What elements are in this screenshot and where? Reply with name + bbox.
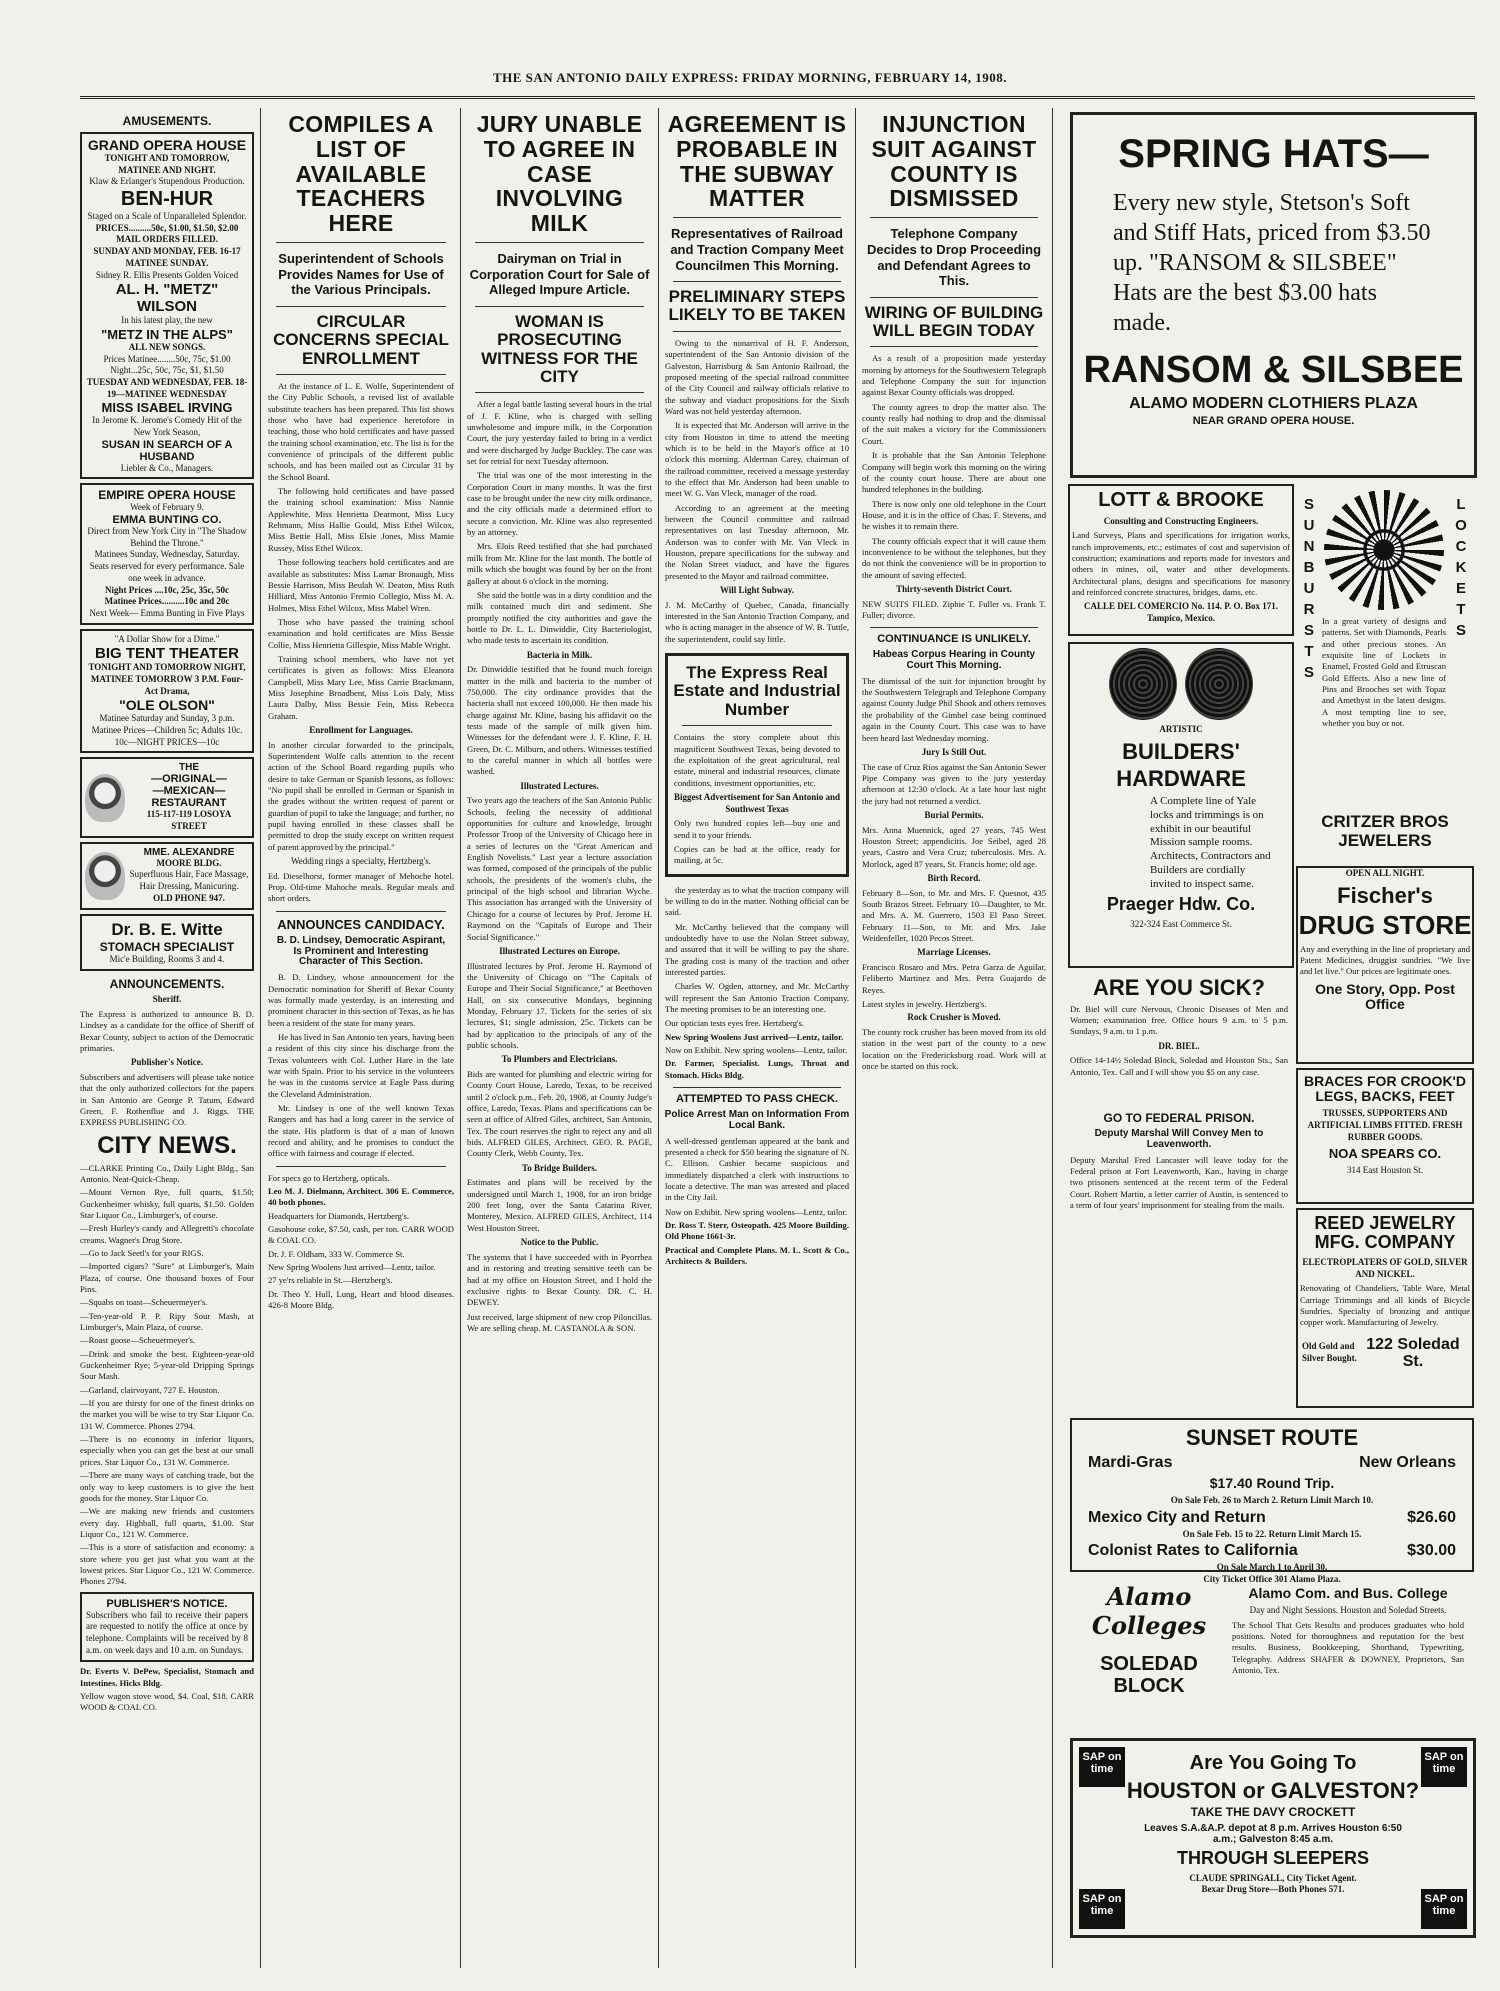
tent-matinee: Matinee Saturday and Sunday, 3 p.m. Matinee Prices—Children 5c; Adults 10c. 10c—NIGHT PRICES—10c xyxy=(91,713,243,747)
witte-name: Dr. B. E. Witte xyxy=(111,919,223,939)
publisher-text: Subscribers and advertisers will please take notice that the only authorized collectors for the papers in San Antonio are George P. Tatum, Edward Green, F. Rothenflue and J. Riggs. THE EXPRESS PUBLISHING CO. xyxy=(80,1071,254,1128)
paragraph: The county officials expect that it will cause them inconvenience to be without the telephones, but they do not think the convenience will be in proportion to the amount of saving effected. xyxy=(862,535,1046,580)
teachers-body xyxy=(268,381,454,722)
fischer-title: DRUG STORE xyxy=(1298,910,1472,941)
sunset-mardi-gras: Mardi-Gras xyxy=(1088,1453,1173,1471)
lott-sub: Consulting and Constructing Engineers. xyxy=(1103,515,1259,526)
paragraph: After a legal battle lasting several hours in the trial of J. F. Kline, who is charged with selling unwholesome and impure milk, in the Corporation Court, the jury yesterday failed to bring in a verdict and were discharged by Judge Buckley. The case was set for retrial for next Tuesday afternoon. xyxy=(467,399,652,467)
witte-ad xyxy=(80,914,254,972)
empire-company: EMMA BUNTING CO. xyxy=(112,514,222,527)
received-text: Just received, large shipment of new crop Piloncillas. We are selling cheap. M. CASTANOLA & SON. xyxy=(467,1311,652,1333)
sunset-sale: On Sale Feb. 26 to March 2. Return Limit March 10. xyxy=(1170,1494,1374,1505)
empire-week: Week of February 9. xyxy=(130,502,204,513)
hardware-artistic: ARTISTIC xyxy=(1159,724,1203,734)
paragraph: The following hold certificates and have passed the training school examination: Miss Nannie Applewhite, Miss Henrietta Dearmont, Miss Lucy Rehmann, Miss Hallie Gould, Miss Ethel Wilcox, Miss Bettie Hall, Miss Elsie Jones, Miss Mamie Russey, Miss Ethel Wilcox. xyxy=(268,486,454,553)
teachers-headline: COMPILES A LIST OF AVAILABLE TEACHERS HERE xyxy=(288,111,434,237)
fischer-night: OPEN ALL NIGHT. xyxy=(1345,868,1425,878)
injunction-body xyxy=(862,353,1046,581)
city-news-item: —There are many ways of catching trade, but the only way to keep customers is to give the best goods for the money. Star Liquor Co. xyxy=(80,1470,254,1503)
tent-tagline: "A Dollar Show for a Dime." xyxy=(114,633,220,644)
city-news-item: —Drink and smoke the best. Eighteen-year-old Guckenheimer Rye; 5-year-old Dripping Springs Sour Mash. xyxy=(80,1348,254,1382)
sick-text: Dr. Biel will cure Nervous, Chronic Diseases of Men and Women; examination free. Office hours 9 a.m. to 5 p.m. Sundays, 9 a.m. to 1 p.m. xyxy=(1070,1003,1288,1037)
paragraph: Those following teachers hold certificates and are available as substitutes: Miss Lamar Bronaugh, Miss Bessie Harrison, Miss Beulah W. Deaton, Miss Ruth Hilliard, Miss Antonio Fremio Collegio, Miss M. A. Holmes, Miss Ethel Wilcox, Miss Mabel Wren. xyxy=(268,557,454,613)
bottom-notice: Dr. Everts V. DePew, Specialist, Stomach and Intestines. Hicks Bldg. xyxy=(80,1666,254,1688)
grand-opera-play2: SUSAN IN SEARCH OF A HUSBAND xyxy=(101,438,233,463)
hardware-addr: 322-324 East Commerce St. xyxy=(1130,918,1232,929)
sap-dest: HOUSTON or GALVESTON? xyxy=(1126,1777,1420,1803)
grand-opera-comedy: In Jerome K. Jerome's Comedy Hit of the New York Season, xyxy=(92,415,242,437)
alexandre-bldg: MOORE BLDG. xyxy=(156,857,222,868)
sap-take: TAKE THE DAVY CROCKETT xyxy=(1190,1805,1356,1820)
sunset-round-trip: $17.40 Round Trip. xyxy=(1209,1474,1335,1491)
lockets-vertical: LOCKETS xyxy=(1455,496,1467,639)
grand-opera-presents: Sidney R. Ellis Presents Golden Voiced xyxy=(95,269,239,280)
restaurant-name: RESTAURANT xyxy=(151,797,227,810)
city-news-item: —Ten-year-old P. P. Ripy Sour Mash, at Limburger's, Main Plaza, of course. xyxy=(80,1310,254,1333)
paragraph: It is expected that Mr. Anderson will arrive in the city from Houston in time to attend the meeting which is to be held in the Mayor's office at 10 o'clock this morning. Alderman Carey, chairman of the railroad committee, received a message yesterday to the effect that Mr. Anderson had been unable to meet W. G. Van Vleck, manager of the road. xyxy=(665,420,849,499)
college-sub: Day and Night Sessions. Houston and Soledad Streets. xyxy=(1249,1605,1447,1616)
restaurant-the: THE xyxy=(179,762,199,774)
rock-title: Rock Crusher is Moved. xyxy=(907,1012,1001,1023)
braces-addr: 314 East Houston St. xyxy=(1346,1165,1423,1176)
jury-text: The case of Cruz Rios against the San Antonio Sewer Pipe Company was given to the jury yesterday afternoon at 12:30 o'clock. At a late hour last night the jury had not returned a verdict. xyxy=(862,761,1047,806)
sunset-mexico: Mexico City and Return xyxy=(1088,1508,1266,1526)
injunction-headline: INJUNCTION SUIT AGAINST COUNTY IS DISMISSED xyxy=(871,111,1037,212)
milk-headline: JURY UNABLE TO AGREE IN CASE INVOLVING MILK xyxy=(476,111,643,237)
spring-hats-store: RANSOM & SILSBEE xyxy=(1083,349,1464,392)
sap-badge-icon: SAP on time xyxy=(1421,1889,1467,1929)
empire-title: EMPIRE OPERA HOUSE xyxy=(98,488,236,503)
empire-matinees: Matinees Sunday, Wednesday, Saturday. Seats reserved for every performance. Sale one week in advance. xyxy=(89,549,245,583)
paragraph: B. D. Lindsey, whose announcement for the Democratic nomination for Sheriff of Bexar County was formally made yesterday, is an interesting and prominent character in this section of Texas, as he has been a resident of the state for many years. xyxy=(268,972,454,1028)
city-news-item: —CLARKE Printing Co., Daily Light Bldg., San Antonio. Neat-Quick-Cheap. xyxy=(80,1162,254,1184)
bacteria-text: Dr. Dinwiddie testified that he found much foreign matter in the milk and bacteria to the number of 750,000. The city ordinance provides that the bacteria shall not exceed 100,000. He then made his charge against Mr. Kline, basing his affidavit on the tests made of the sample of milk given him. Witnesses for the defendant were J. F. Kline, F. H. Green, Dr. C. Milburn, and others. Witnesses testified to the careful manner in which all bottles were washed. xyxy=(467,664,652,777)
braces-text: TRUSSES, SUPPORTERS AND ARTIFICIAL LIMBS FITTED. FRESH RUBBER GOODS. xyxy=(1307,1108,1463,1142)
grand-opera-songs: ALL NEW SONGS. xyxy=(128,341,206,352)
notice: New Spring Woolens Just arrived—Lentz, tailor. xyxy=(665,1031,844,1042)
city-news-item: —Mount Vernon Rye, full quarts, $1.50; Guckenheimer whisky, full quarts, $1.50. Golden Star Liquor Co., Limburger's, of course. xyxy=(80,1187,254,1220)
spring-hats-text: Every new style, Stetson's Soft and Stiff Hats, priced from $3.50 up. "RANSOM & SILSBEE" Hats are the best $3.00 hats made. xyxy=(1113,190,1431,337)
birth-text: February 8—Son, to Mr. and Mrs. F. Quesnot, 435 South Brazos Street. February 10—Daughter, to Mr. and Mrs. A. M. Guerrero, 1503 El Paso Street. February 11—Son, to Mr. and Mrs. Jake Weidenfeller, 1020 Pecos Street. xyxy=(862,887,1046,944)
notice: Dr. J. F. Oldham, 333 W. Commerce St. xyxy=(268,1248,405,1259)
real-estate-title: The Express Real Estate and Industrial Number xyxy=(673,663,841,719)
column-injunction xyxy=(860,108,1048,1968)
paragraph: Owing to the nonarrival of H. F. Anderson, superintendent of the San Antonio division of the Galveston, Harrisburg & San Antonio Railroad, the proposed meeting of the special railroad committee of the City Council and railway officials relative to the subway and viaduct propositions for the Sixth Ward was not held yesterday afternoon. xyxy=(665,337,849,416)
sap-drug: Bexar Drug Store—Both Phones 571. xyxy=(1201,1884,1345,1895)
district-title: Thirty-seventh District Court. xyxy=(896,583,1012,594)
grand-opera-latest: In his latest play, the new xyxy=(121,315,213,326)
announcements-title: ANNOUNCEMENTS. xyxy=(109,977,225,992)
continuance-headline: CONTINUANCE IS UNLIKELY. xyxy=(877,633,1031,646)
braces-title: BRACES FOR CROOK'D LEGS, BACKS, FEET xyxy=(1304,1073,1466,1105)
notice: Dr. Ross T. Sterr, Osteopath. 425 Moore Building. Old Phone 1661-3r. xyxy=(665,1220,849,1242)
sunburst-text: In a great variety of designs and patterns. Set with Diamonds, Pearls and other precious stones. An exquisite line of Lockets in Enamel, Frosted Gold and Etruscan Gold Effects. Also a new line of Pins and Brooches set with Topaz and Amethyst in the latest designs. A most tempting line to see, whether you buy or not. xyxy=(1322,616,1446,729)
empire-next: Next Week— Emma Bunting in Five Plays xyxy=(89,607,245,618)
enrollment-text: In another circular forwarded to the principals, Superintendent Wolfe calls attention to the recent action of the School Board regarding pupils who desire to take German or Spanish lessons, as follows: "No pupil shall be enrolled in German or Spanish in the grades without the written request of parent or guardian of pupil to take the language; and further, no pupil having enrolled in these classes shall be permitted to drop the study except on written request of parent approved by the principal." xyxy=(268,739,454,852)
sunset-office: City Ticket Office 301 Alamo Plaza. xyxy=(1203,1573,1341,1584)
wedding-notice: Wedding rings a specialty, Hertzberg's. xyxy=(290,856,432,867)
prison-sub: Deputy Marshal Will Convey Men to Leavenworth. xyxy=(1094,1127,1264,1150)
sick-addr: Office 14-14½ Soledad Block, Soledad and Houston Sts., San Antonio, Tex. Call and I will show you $5 on any case. xyxy=(1070,1055,1288,1077)
bridge-title: To Bridge Builders. xyxy=(522,1162,597,1173)
paragraph: Mrs. Elois Reed testified that she had purchased milk from Mr. Kline for the last month. The bottle of milk which she bought was found by her on the front gallery at about 6 o'clock in the morning. xyxy=(467,541,652,586)
city-news-item: —Roast goose—Scheuermeyer's. xyxy=(80,1335,196,1346)
fischer-text: Any and everything in the line of proprietary and Patent Medicines, druggist sundries. "We live and let live." Our prices are legitimate ones. xyxy=(1300,943,1470,977)
restaurant-original: —ORIGINAL— xyxy=(151,773,227,786)
milk-body xyxy=(467,399,652,646)
sick-doc: DR. BIEL. xyxy=(1158,1040,1200,1051)
alexandre-phone: OLD PHONE 947. xyxy=(153,892,225,903)
sunset-colonist-sale: On Sale March 1 to April 30. xyxy=(1216,1562,1328,1573)
notice: Latest styles in jewelry. Hertzberg's. xyxy=(862,999,987,1010)
lectures2-text: Illustrated lectures by Prof. Jerome H. Raymond of the University of Chicago on "The Capitals of Europe and Their Social Significance," at Beethoven Hall, on six consecutive Mondays, beginning Monday, February 17. Tickets for the series of six lectures, $1; single admission, 25c. Tickets can be had by application to the principals of any of the public schools. xyxy=(467,960,652,1050)
restaurant-mexican: —MEXICAN— xyxy=(152,785,226,798)
paragraph: Mr. Lindsey is one of the well known Texas Rangers and has had a long career in the service of the state. His platform is that of a man of known record and ability, and he promises to conduct the office with fairness and courage if elected. xyxy=(268,1103,454,1159)
plumbers-text: Bids are wanted for plumbing and electric wiring for County Court House, Laredo, Texas, to be received until 2 o'clock p.m., Feb. 20, 1908, at County Judge's office, Laredo, Texas. Plans and specifications can be seen at office of Alfred Giles, architect, San Antonio, Tex. The court reserves the right to reject any and all bids. ALFRED GILES, Architect. GEO. R. PAGE, County Clerk, Webb County, Tex. xyxy=(467,1068,652,1159)
sap-title: Are You Going To xyxy=(1189,1752,1357,1774)
hardware-text: A Complete line of Yale locks and trimmings is on exhibit in our beautiful Mission sample rooms. Architects, Contractors and Builders are cordially invited to inspect same. xyxy=(1150,795,1271,890)
sunset-colonist-price: $30.00 xyxy=(1407,1542,1456,1560)
notice: Gasohouse coke, $7.50, cash, per ton. CARR WOOD & COAL CO. xyxy=(268,1224,454,1246)
grand-opera-line: Klaw & Erlanger's Stupendous Production. xyxy=(89,176,245,187)
paragraph: At the instance of L. E. Wolfe, Superintendent of the City Public Schools, a revised list of available substitute teachers has been prepared. This list shows those who have had experience heretofore in teaching, those who hold certificates and have passed the training school examination, etc. The list is for the convenience of principals of the different public schools, and has been mailed out as Circular 31 by the School Board. xyxy=(268,381,454,482)
lectures-title: Illustrated Lectures. xyxy=(520,780,599,791)
sunset-mexico-price: $26.60 xyxy=(1407,1508,1456,1526)
subway-body-2 xyxy=(665,885,849,1016)
alexandre-services: Superfluous Hair, Face Massage, Hair Dressing, Manicuring. xyxy=(129,869,249,892)
hardware-title1: BUILDERS' xyxy=(1122,738,1240,764)
spring-hats-ad xyxy=(1070,112,1477,478)
habeas-text: The dismissal of the suit for injunction brought by the Southwestern Telegraph and Telephone Company against County Judge Phil Shook and others removes the probability of the Gimbel case being continued again in the County Court. This case was to have been heard last Wednesday morning. xyxy=(862,675,1046,743)
city-news-item: —Garland, clairvoyant, 727 E. Houston. xyxy=(80,1384,220,1395)
notice-text: The systems that I have succeeded with in Pyorrhea and in restoring and treating sensitive teeth can be had at my office on Houston Street, and I hold the exclusive rights to Bexar County. DR. C. H. DEWEY. xyxy=(467,1251,652,1308)
city-news-item: —Go to Jack Seetl's for your RIGS. xyxy=(80,1247,204,1258)
bridge-text: Estimates and plans will be received by the undersigned until March 1, 1908, for an iron bridge 200 feet long, over the Santa Catarina River, Monterey, Mexico. ALFRED GILES, Architect, 114 West Houston Street. xyxy=(467,1177,652,1233)
grand-opera-managers: Liebler & Co., Managers. xyxy=(120,462,214,473)
notice: Headquarters for Diamonds, Hertzberg's. xyxy=(268,1210,409,1221)
sap-through: THROUGH SLEEPERS xyxy=(1176,1848,1370,1869)
column-subway xyxy=(663,108,851,1968)
mehoche-notice: Ed. Dieselhorst, former manager of Mehoche hotel. Prop. Old-time Mahoche meals. Regular meals and short orders. xyxy=(268,870,454,904)
spring-hats-tag: ALAMO MODERN CLOTHIERS PLAZA xyxy=(1129,395,1418,413)
city-news-item: —There is no economy in inferior liquors, especially when you can get the best at our small prices. Star Liquor Co., 131 W. Commerce. xyxy=(80,1434,254,1467)
publisher-notice-text: Subscribers who fail to receive their papers are requested to notify the office at once by telephone. Complaints will be received by 8 a.m. on week days and 10 a.m. on Sundays. xyxy=(86,1609,248,1655)
lectures-text: Two years ago the teachers of the San Antonio Public Schools, feeling the necessity of additional opportunities for culture and knowledge, brought Professor Troop of the University of Chicago here in a series of lectures on the "Great American and English Novelists." Last year a lecture association was formed, composed of the principals of the public schools, the presidents of the women's clubs, the principal of the high school and librarian Wyche. This association has arranged with the University of Chicago for a course of lectures by Prof. Jerome H. Raymond on the "Capitals of Europe and Their Social Significance." xyxy=(467,795,652,942)
sunset-dest: New Orleans xyxy=(1359,1453,1456,1471)
sheriff-text: The Express is authorized to announce B. D. Lindsey as a candidate for the office of Sheriff of Bexar County, subject to action of the Democratic primaries. xyxy=(80,1008,254,1053)
masthead: THE SAN ANTONIO DAILY EXPRESS: FRIDAY MORNING, FEBRUARY 14, 1908. xyxy=(492,70,1008,85)
restaurant-ad xyxy=(80,757,254,837)
grand-opera-star2: MISS ISABEL IRVING xyxy=(101,400,233,416)
column-rule xyxy=(658,108,659,1968)
braces-ad xyxy=(1296,1068,1474,1204)
spring-hats-title: SPRING HATS— xyxy=(1118,132,1429,176)
reed-old: Old Gold and Silver Bought. xyxy=(1302,1341,1357,1363)
jury-title: Jury Is Still Out. xyxy=(921,746,987,757)
grand-opera-star: AL. H. "METZ" WILSON xyxy=(115,281,219,316)
teachers-subhead: Superintendent of Schools Provides Names for Use of the Various Principals. xyxy=(278,251,444,298)
college-title: Alamo Com. and Bus. College xyxy=(1248,1585,1448,1601)
candidacy-body xyxy=(268,972,454,1160)
subway-headline: AGREEMENT IS PROBABLE IN THE SUBWAY MATTER xyxy=(667,111,847,212)
paragraph: Those who have passed the training school examination and hold certificates are Miss Bessie Collie, Miss Henrietta Gillespie, Miss Mable Wright. xyxy=(268,616,454,650)
sunset-colonist: Colonist Rates to California xyxy=(1088,1542,1298,1560)
prison-text: Deputy Marshal Fred Lancaster will leave today for the Federal prison at Fort Leavenworth, Kan., having in charge two prisoners sentenced at the recent term of the Federal Court. Robert Martin, a letter carrier of Austin, is sentenced to a term of four years' imprisonment for stealing from the mails. xyxy=(1070,1154,1288,1210)
sap-ad xyxy=(1070,1738,1476,1938)
real-estate-box xyxy=(665,653,849,877)
sap-agent: CLAUDE SPRINGALL, City Ticket Agent. xyxy=(1189,1872,1357,1883)
burial-text: Mrs. Anna Muennick, aged 27 years, 745 West Houston Street; appendicitis. Joe Seibel, aged 28 years, Castro and Vera Cruz; tuberculosis. Mrs. A. Morlock, aged 87 years, St. Francis home; old age. xyxy=(862,824,1046,869)
paragraph: According to an agreement at the meeting between the Council committee and railroad representatives on last Tuesday afternoon, Mr. Anderson was to confer with Mr. Van Vleck in Houston, prepare specifications for the subway and the Nolan Street viaduct, and have the figures presented to the Mayor and railroad committee. xyxy=(665,502,849,581)
paragraph: Charles W. Ogden, attorney, and Mr. McCarthy will represent the San Antonio Traction Company. The meeting promises to be an interesting one. xyxy=(665,981,849,1015)
rock-text: The county rock crusher has been moved from its old station in the west part of the county to a new location on the Fredericksburg road. Work will at once be started on this rock. xyxy=(862,1027,1046,1072)
amusements-title: AMUSEMENTS. xyxy=(122,114,212,128)
habeas-subhead: Habeas Corpus Hearing in County Court This Morning. xyxy=(872,649,1036,671)
notice: Our optician tests eyes free. Hertzberg's. xyxy=(665,1018,805,1029)
restaurant-address: 115-117-119 LOSOYA STREET xyxy=(146,809,232,832)
lott-address: CALLE DEL COMERCIO No. 114. P. O. Box 171. Tampico, Mexico. xyxy=(1084,601,1278,624)
paragraph: The county agrees to drop the matter also. The county really had nothing to drop and the dismissal of the suit makes a victory for the Commissioners Court. xyxy=(862,401,1046,446)
grand-opera-prices: PRICES..........50c, $1.00, $1.50, $2.00 xyxy=(95,222,239,233)
grand-opera-title: GRAND OPERA HOUSE xyxy=(87,137,247,153)
grand-opera-ad xyxy=(80,132,254,479)
city-news-item: —This is a store of satisfaction and economy: a store where you get just what you want at the lowest prices. Star Liquor Co., 121 W. Commerce. Phones 2794. xyxy=(80,1542,254,1587)
college-text: The School That Gets Results and produces graduates who hold positions. Noted for thoroughness and reputation for the best results. Business, Bookkeeping, Shorthand, Typewriting, Telegraphy. Address SHAFER & DOWNEY, Proprietors, San Antonio, Tex. xyxy=(1232,1619,1464,1676)
grand-opera-prices2: Prices Matinee........50c, 75c, $1.00 Night...25c, 50c, 75c, $1, $1.50 xyxy=(103,353,231,376)
tent-tonight: TONIGHT AND TOMORROW NIGHT, MATINEE TOMORROW 3 P.M. Four-Act Drama, xyxy=(88,662,246,696)
sap-leaves: Leaves S.A.&A.P. depot at 8 p.m. Arrives Houston 6:50 a.m.; Galveston 8:45 a.m. xyxy=(1144,1823,1402,1846)
enrollment-headline: CIRCULAR CONCERNS SPECIAL ENROLLMENT xyxy=(273,311,449,368)
reed-text: Renovating of Chandeliers, Table Ware, Metal Carriage Trimmings and all kinds of Bicycle Sundries. Specialty of bronzing and antique copper work. Manufacturing of Jewelry. xyxy=(1300,1283,1470,1328)
city-news-title: CITY NEWS. xyxy=(97,1131,237,1159)
hardware-title2: HARDWARE xyxy=(1116,766,1246,792)
fischer-name: Fischer's xyxy=(1337,882,1433,908)
notice: Now on Exhibit. New spring woolens—Lentz, tailor. xyxy=(665,1045,848,1056)
bacteria-title: Bacteria in Milk. xyxy=(526,649,593,660)
wiring-headline: WIRING OF BUILDING WILL BEGIN TODAY xyxy=(864,302,1044,341)
sunset-mexico-sale: On Sale Feb. 15 to 22. Return Limit March 15. xyxy=(1182,1528,1362,1539)
candidacy-headline: ANNOUNCES CANDIDACY. xyxy=(277,916,445,932)
sick-title: ARE YOU SICK? xyxy=(1093,975,1265,1000)
light-title: Will Light Subway. xyxy=(719,585,795,596)
grand-opera-line: TONIGHT AND TOMORROW, xyxy=(104,153,230,163)
subway-body xyxy=(665,338,849,582)
fischer-ad xyxy=(1296,866,1474,1064)
publisher-notice-box xyxy=(80,1592,254,1663)
critzer-store: CRITZER BROS JEWELERS xyxy=(1321,812,1449,850)
sheriff-title: Sheriff. xyxy=(152,994,182,1005)
paragraph: She said the bottle was in a dirty condition and the milk contained much dirt and sediment. She promptly notified the city authorities and gave the bottle to Dr. L. L. Dinwiddie, City Bacteriologist, who made tests to ascertain its condition. xyxy=(467,589,652,646)
notice: Dr. Farmer, Specialist. Lungs, Throat and Stomach. Hicks Bldg. xyxy=(665,1058,849,1080)
lock-plate-icon xyxy=(1109,648,1177,720)
grand-opera-show: BEN-HUR xyxy=(120,188,214,211)
lott-brooke-ad xyxy=(1068,484,1294,636)
empire-matinee: Matinee Prices..........10c and 20c xyxy=(104,596,230,607)
hardware-store: Praeger Hdw. Co. xyxy=(1106,894,1256,915)
city-news-item: —If you are thirsty for one of the finest drinks on the market you will be wise to try Star Liquor Co. 131 W. Commerce. Phones 2794. xyxy=(80,1398,254,1431)
city-news-item: —Fresh Hurley's candy and Allegretti's chocolate creams. Wagner's Drug Store. xyxy=(80,1223,254,1245)
paragraph: It is probable that the San Antonio Telephone Company will begin work this morning on the wiring of the county court house. There are about one hundred telephones in the building. xyxy=(862,450,1046,495)
lectures2-title: Illustrated Lectures on Europe. xyxy=(499,945,620,956)
marriage-title: Marriage Licenses. xyxy=(917,947,991,958)
column-rule xyxy=(855,108,856,1968)
reed-addr: 122 Soledad St. xyxy=(1366,1335,1460,1370)
grand-opera-mail: MAIL ORDERS FILLED. xyxy=(116,234,218,245)
column-amusements xyxy=(78,108,256,1968)
enrollment-title: Enrollment for Languages. xyxy=(309,724,413,735)
paragraph: the yesterday as to what the traction company will be willing to do in the matter. Nothing official can be said. xyxy=(665,884,849,918)
police-subhead: Police Arrest Man on Information From Local Bank. xyxy=(664,1109,850,1131)
tent-title: BIG TENT THEATER xyxy=(95,645,239,663)
sap-badge-icon: SAP on time xyxy=(1421,1747,1467,1787)
city-news-list xyxy=(78,1163,256,1588)
empire-ad xyxy=(80,483,254,624)
top-rule xyxy=(80,96,1475,99)
sunburst-brooch-icon xyxy=(1324,490,1444,610)
city-news-item: —Imported cigars? "Sure" at Limburger's, Main Plaza, of course. One thousand boxes of Four Pins. xyxy=(80,1261,254,1294)
notice: Practical and Complete Plans. M. L. Scott & Co., Architects & Builders. xyxy=(665,1244,849,1267)
paragraph: There is now only one old telephone in the Court House, and it is in the office of Chas. F. Stevens, and he wishes it to remain there. xyxy=(862,498,1046,532)
witte-title: STOMACH SPECIALIST xyxy=(99,939,235,954)
birth-title: Birth Record. xyxy=(927,872,981,883)
notice: New Spring Woolens Just arrived—Lentz, tailor. xyxy=(268,1262,436,1273)
empire-direct: Direct from New York City in "The Shadow Behind the Throne." xyxy=(87,526,247,548)
hardware-ad xyxy=(1068,642,1294,968)
light-text: J. M. McCarthy of Quebec, Canada, financially interested in the San Antonio Traction Company, and who is acting manager in the absence of W. B. Tuttle, the superintendent, could say little. xyxy=(665,599,849,644)
reed-sub: ELECTROPLATERS OF GOLD, SILVER AND NICKEL. xyxy=(1302,1256,1468,1279)
sap-badge-icon: SAP on time xyxy=(1079,1747,1125,1787)
college-ad xyxy=(1070,1578,1470,1728)
burial-title: Burial Permits. xyxy=(924,809,984,820)
candidacy-subhead: B. D. Lindsey, Democratic Aspirant, Is Prominent and Interesting Character of This Section. xyxy=(276,934,446,968)
prison-title: GO TO FEDERAL PRISON. xyxy=(1103,1111,1255,1125)
grand-opera-sunday: SUNDAY AND MONDAY, FEB. 16-17 MATINEE SUNDAY. xyxy=(93,246,241,268)
marriage-text: Francisco Rosaro and Mrs. Petra Garza de Aguilar, Feliberto Martinez and Mrs. Petra Guajardo de Reyes. xyxy=(862,962,1046,995)
column-rule xyxy=(460,108,461,1968)
publisher-title: Publisher's Notice. xyxy=(131,1057,203,1068)
sick-ad xyxy=(1068,972,1290,1100)
braces-store: NOA SPEARS CO. xyxy=(1328,1146,1442,1162)
paragraph: Training school members, who have not yet certificates is given as follows: Miss Eleanora Campbell, Miss Mary Lee, Miss Carrie Brackmann, Miss Josephine Broadbent, Miss Lois Daly, Miss Laura Dalby, Miss Bessie Fein, Miss Rebecca Graham. xyxy=(268,653,454,721)
tent-ad xyxy=(80,629,254,754)
attempted-headline: ATTEMPTED TO PASS CHECK. xyxy=(676,1093,838,1106)
subway-subhead: Representatives of Railroad and Traction Company Meet Councilmen This Morning. xyxy=(670,226,844,273)
grand-opera-line: Staged on a Scale of Unparalleled Splendor. xyxy=(87,211,247,222)
sunset-route-ad xyxy=(1070,1418,1474,1584)
column-milk xyxy=(465,108,654,1968)
real-estate-text: Contains the story complete about this magnificent Southwest Texas, being devoted to the exploitation of the great agricultural, real estate, mineral and industrial resources, climate conditions, investment opportunities, etc. xyxy=(674,732,840,788)
lott-title: LOTT & BROOKE xyxy=(1098,489,1264,511)
college-soledad: SOLEDAD BLOCK xyxy=(1100,1653,1198,1697)
empire-night: Night Prices ....10c, 25c, 35c, 50c xyxy=(105,584,229,595)
paragraph: He has lived in San Antonio ten years, having been a resident of this city since his discharge from the Texas volunteers with Col. Luther Hare in the late war with Spain. Prior to his service in the volunteers he was in the customs service at Eagle Pass during the Cleveland Administration. xyxy=(268,1031,454,1099)
plumbers-title: To Plumbers and Electricians. xyxy=(501,1054,618,1065)
real-estate-copies: Copies can be had at the office, ready for mailing, at 5c. xyxy=(674,843,840,866)
lott-text: Land Surveys, Plans and specifications for irrigation works, ranch improvements, etc.; estimates of cost and supervision of construction; examinations and reports made for investors and others in mines, oil, water and other developments. Architectural plans, designs and specifications for masonry and reinforced concrete structures, bridges, dams, etc. xyxy=(1072,530,1290,597)
paragraph: As a result of a proposition made yesterday morning by attorneys for the Southwestern Telegraph and Telephone Company the suit for injunction against Bexar County officials was dropped. xyxy=(862,353,1046,398)
prison-article xyxy=(1068,1108,1290,1404)
grand-opera-tuesday: TUESDAY AND WEDNESDAY, FEB. 18-19—MATINEE WEDNESDAY xyxy=(86,376,248,399)
city-news-item: —We are making new friends and customers every day. Highball, full quarts, $1.00. Star Liquor Co., 121 W. Commerce. xyxy=(80,1506,254,1539)
spring-hats-near: NEAR GRAND OPERA HOUSE. xyxy=(1192,415,1355,428)
column-rule xyxy=(260,108,261,1968)
sap-badge-icon: SAP on time xyxy=(1079,1889,1125,1929)
witte-addr: Mic'e Building, Rooms 3 and 4. xyxy=(109,953,225,964)
notice: For specs go to Hertzberg, opticals. xyxy=(268,1172,390,1183)
notice: Now on Exhibit. New spring woolens—Lentz, tailor. xyxy=(665,1206,848,1217)
column-rule xyxy=(1052,108,1053,1968)
injunction-subhead: Telephone Company Decides to Drop Proceeding and Defendant Agrees to This. xyxy=(866,226,1042,289)
column-teachers xyxy=(266,108,456,1968)
alexandre-name: MME. ALEXANDRE xyxy=(143,846,235,858)
sunbursts-vertical: SUNBURSTS xyxy=(1303,496,1315,681)
woman-portrait-icon xyxy=(85,774,125,822)
woman-portrait-icon xyxy=(85,852,125,900)
police-text: A well-dressed gentleman appeared at the bank and presented a check for $50 bearing the signature of N. C. Ellison. Cashier became suspicious and immediately dispatched a clerk with instructions to locate a detective. The man was arrested and placed in the City Jail. xyxy=(665,1135,849,1203)
real-estate-biggest: Biggest Advertisement for San Antonio and Southwest Texas xyxy=(673,791,841,814)
sunset-title: SUNSET ROUTE xyxy=(1185,1425,1359,1450)
reed-title: REED JEWELRY MFG. COMPANY xyxy=(1314,1213,1456,1253)
alexandre-ad xyxy=(80,842,254,910)
lock-plate-icon xyxy=(1185,648,1253,720)
fischer-addr: One Story, Opp. Post Office xyxy=(1315,980,1455,1012)
milk-subhead: Dairyman on Trial in Corporation Court for Sale of Alleged Impure Article. xyxy=(469,251,650,298)
grand-opera-play: "METZ IN THE ALPS" xyxy=(101,326,233,342)
college-script: Alamo Colleges xyxy=(1091,1582,1207,1640)
tent-play: "OLE OLSON" xyxy=(119,697,215,714)
real-estate-only: Only two hundred copies left—buy one and send it to your friends. xyxy=(674,818,840,840)
district-text: NEW SUITS FILED. Ziphie T. Fuller vs. Frank T. Fuller; divorce. xyxy=(862,598,1046,620)
paragraph: Mr. McCarthy believed that the company will undoubtedly have to use the Nolan Street subway, and assured that it will be willing to pay the share. The grading cost is many of the traction and other interested parties. xyxy=(665,921,849,978)
notice-title: Notice to the Public. xyxy=(520,1237,599,1248)
notice: 27 ye'rs reliable in St.—Hertzberg's. xyxy=(268,1275,393,1286)
steps-headline: PRELIMINARY STEPS LIKELY TO BE TAKEN xyxy=(668,287,846,325)
sunburst-ad xyxy=(1298,484,1472,858)
witness-headline: WOMAN IS PROSECUTING WITNESS FOR THE CITY xyxy=(481,311,638,386)
notice: Leo M. J. Dielmann, Architect. 306 E. Commerce, 40 both phones. xyxy=(268,1186,454,1208)
city-news-item: —Squabs on toast—Scheuermeyer's. xyxy=(80,1297,208,1308)
grand-opera-line: MATINEE AND NIGHT. xyxy=(118,164,216,175)
paragraph: The trial was one of the most interesting in the Corporation Court in many months. It was the first case to be brought under the new city milk ordinance, and the city officials made a determined effort to secure a conviction. Mr. Kline was also represented by an attorney. xyxy=(467,470,652,538)
publisher-notice-title: PUBLISHER'S NOTICE. xyxy=(106,1597,228,1610)
notice: Dr. Theo Y. Hull, Lung, Heart and blood diseases. 426-8 Moore Bldg. xyxy=(268,1288,454,1311)
bottom-notice: Yellow wagon stove wood, $4. Coal, $18. CARR WOOD & COAL CO. xyxy=(80,1691,254,1713)
reed-ad xyxy=(1296,1208,1474,1408)
